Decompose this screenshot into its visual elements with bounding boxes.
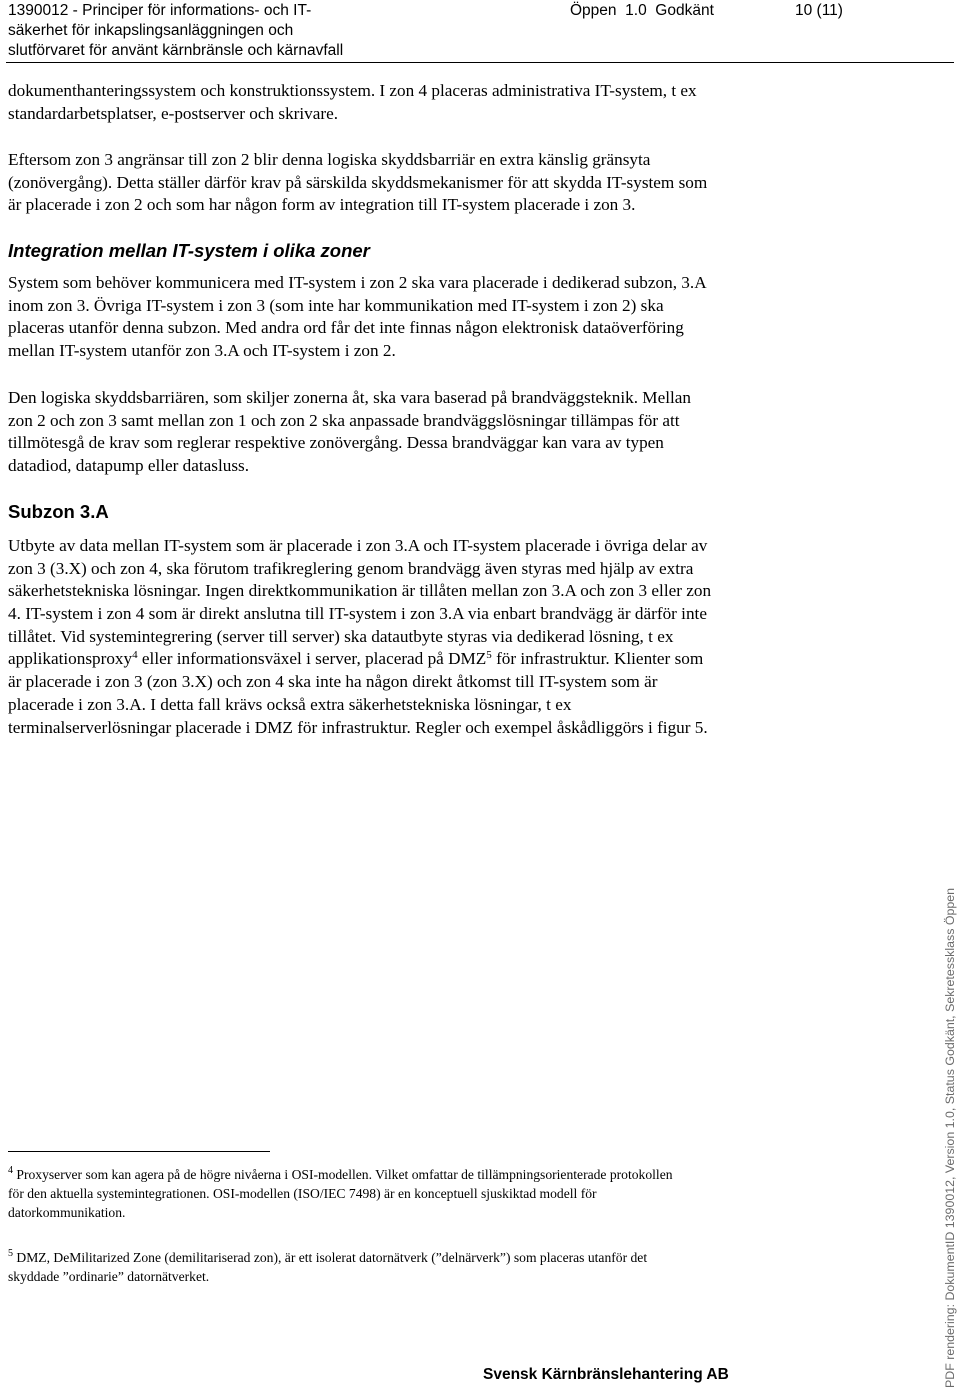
- section-heading-subzon: Subzon 3.A: [8, 501, 109, 522]
- footnote-line: datorkommunikation.: [8, 1205, 126, 1220]
- paragraph-4: [8, 387, 838, 478]
- text-fragment: eller informationsväxel i server, placerad på DMZ: [137, 649, 487, 669]
- text-fragment: för infrastruktur. Klienter som: [491, 649, 704, 669]
- text-line: inom zon 3. Övriga IT-system i zon 3 (som inte har kommunikation med IT-system i zon 2) ska: [8, 295, 664, 315]
- text-line-with-footnotes: [8, 648, 838, 671]
- text-line: zon 3 (3.X) och zon 4, ska förutom trafikreglering genom brandvägg även styras med hjälp av extra: [8, 558, 694, 578]
- header-title: [8, 1, 343, 61]
- text-line: 4. IT-system i zon 4 som är direkt anslutna till IT-system i zon 3.A via enbart brandvägg är därför inte: [8, 604, 707, 624]
- text-line: Eftersom zon 3 angränsar till zon 2 blir denna logiska skyddsbarriär en extra känslig gränsyta: [8, 150, 651, 169]
- text-line: tillmötesgå de krav som reglerar respektive zonövergång. Dessa brandväggar kan vara av typen: [8, 433, 664, 453]
- paragraph-5: [8, 535, 838, 739]
- footnote-ref-5[interactable]: 5: [486, 649, 492, 662]
- pdf-rendering-side-text: PDF rendering: DokumentID 1390012, Version 1.0, Status Godkänt, Sekretessklass Öppen: [943, 887, 957, 1388]
- footnote-text: Proxyserver som kan agera på de högre nivåerna i OSI-modellen. Vilket omfattar de tillämpningsorienterade protokollen: [13, 1167, 673, 1182]
- text-line: placerade i zon 3.A. I detta fall krävs också extra säkerhetstekniska lösningar, t ex: [8, 694, 572, 714]
- text-line: är placerade i zon 3 (zon 3.X) och zon 4 ska inte ha någon direkt åtkomst till IT-system som är: [8, 672, 658, 692]
- paragraph-1: [8, 80, 838, 125]
- paragraph-2: [8, 149, 838, 217]
- footnote-5: [8, 1248, 828, 1286]
- text-line: dokumenthanteringssystem och konstruktionssystem. I zon 4 placeras administrativa IT-system, t ex: [8, 81, 697, 100]
- footnote-4: [8, 1165, 828, 1222]
- text-line: tillåtet. Vid systemintegrering (server till server) ska datautbyte styras via dedikerad lösning, t ex: [8, 626, 674, 646]
- header-page-number: 10 (11): [795, 2, 843, 19]
- text-line: Den logiska skyddsbarriären, som skiljer zonerna åt, ska vara baserad på brandväggsteknik. Mellan: [8, 388, 691, 407]
- text-line: Utbyte av data mellan IT-system som är placerade i zon 3.A och IT-system placerade i övriga delar av: [8, 536, 708, 555]
- text-line: placeras utanför denna subzon. Med andra ord får det inte finnas någon elektronisk dataöverföring: [8, 318, 684, 338]
- section-heading-integration: Integration mellan IT-system i olika zoner: [8, 240, 370, 261]
- header-divider: [6, 62, 954, 63]
- footnote-line: [8, 1165, 828, 1184]
- text-fragment: applikationsproxy: [8, 649, 133, 669]
- text-line: mellan IT-system utanför zon 3.A och IT-system i zon 2.: [8, 341, 396, 361]
- footnote-number: 4: [8, 1165, 13, 1176]
- text-line: zon 2 och zon 3 samt mellan zon 1 och zon 2 ska anpassade brandväggslösningar tillämpas för att: [8, 410, 680, 430]
- header-title-line: säkerhet för inkapslingsanläggningen och: [8, 22, 294, 39]
- footnote-line: skyddade ”ordinarie” datornätverket.: [8, 1269, 210, 1284]
- text-line: standardarbetsplatser, e-postserver och skrivare.: [8, 103, 339, 123]
- text-line: säkerhetstekniska lösningar. Ingen direktkommunikation är tillåten mellan zon 3.A och zon 3 eller zon: [8, 581, 712, 601]
- text-line: terminalserverlösningar placerade i DMZ för infrastruktur. Regler och exempel åskådliggörs i figur 5.: [8, 717, 708, 737]
- footnote-line: för den aktuella systemintegrationen. OSI-modellen (ISO/IEC 7498) är en konceptuell sjuskiktad modell för: [8, 1186, 597, 1201]
- text-line: är placerade i zon 2 och som har någon form av integration till IT-system placerade i zon 3.: [8, 195, 636, 215]
- footnote-text: DMZ, DeMilitarized Zone (demilitariserad zon), är ett isolerat datornätverk (”delnärverk”) som placeras utanför det: [13, 1250, 648, 1265]
- paragraph-3: [8, 272, 838, 363]
- footnote-number: 5: [8, 1248, 13, 1259]
- footnote-divider: [8, 1151, 270, 1152]
- footnote-line: [8, 1248, 828, 1267]
- header-title-line: 1390012 - Principer för informations- och IT-: [8, 2, 312, 19]
- text-line: datadiod, datapump eller datasluss.: [8, 456, 250, 476]
- header-title-line: slutförvaret för använt kärnbränsle och kärnavfall: [8, 42, 344, 59]
- text-line: (zonövergång). Detta ställer därför krav på särskilda skyddsmekanismer för att skydda IT-system som: [8, 172, 708, 192]
- footnote-ref-4[interactable]: 4: [132, 649, 138, 662]
- header-status: Öppen 1.0 Godkänt: [570, 2, 714, 19]
- footer-company: Svensk Kärnbränslehantering AB: [483, 1366, 729, 1383]
- text-line: System som behöver kommunicera med IT-system i zon 2 ska vara placerade i dedikerad subzon, 3.A: [8, 273, 707, 292]
